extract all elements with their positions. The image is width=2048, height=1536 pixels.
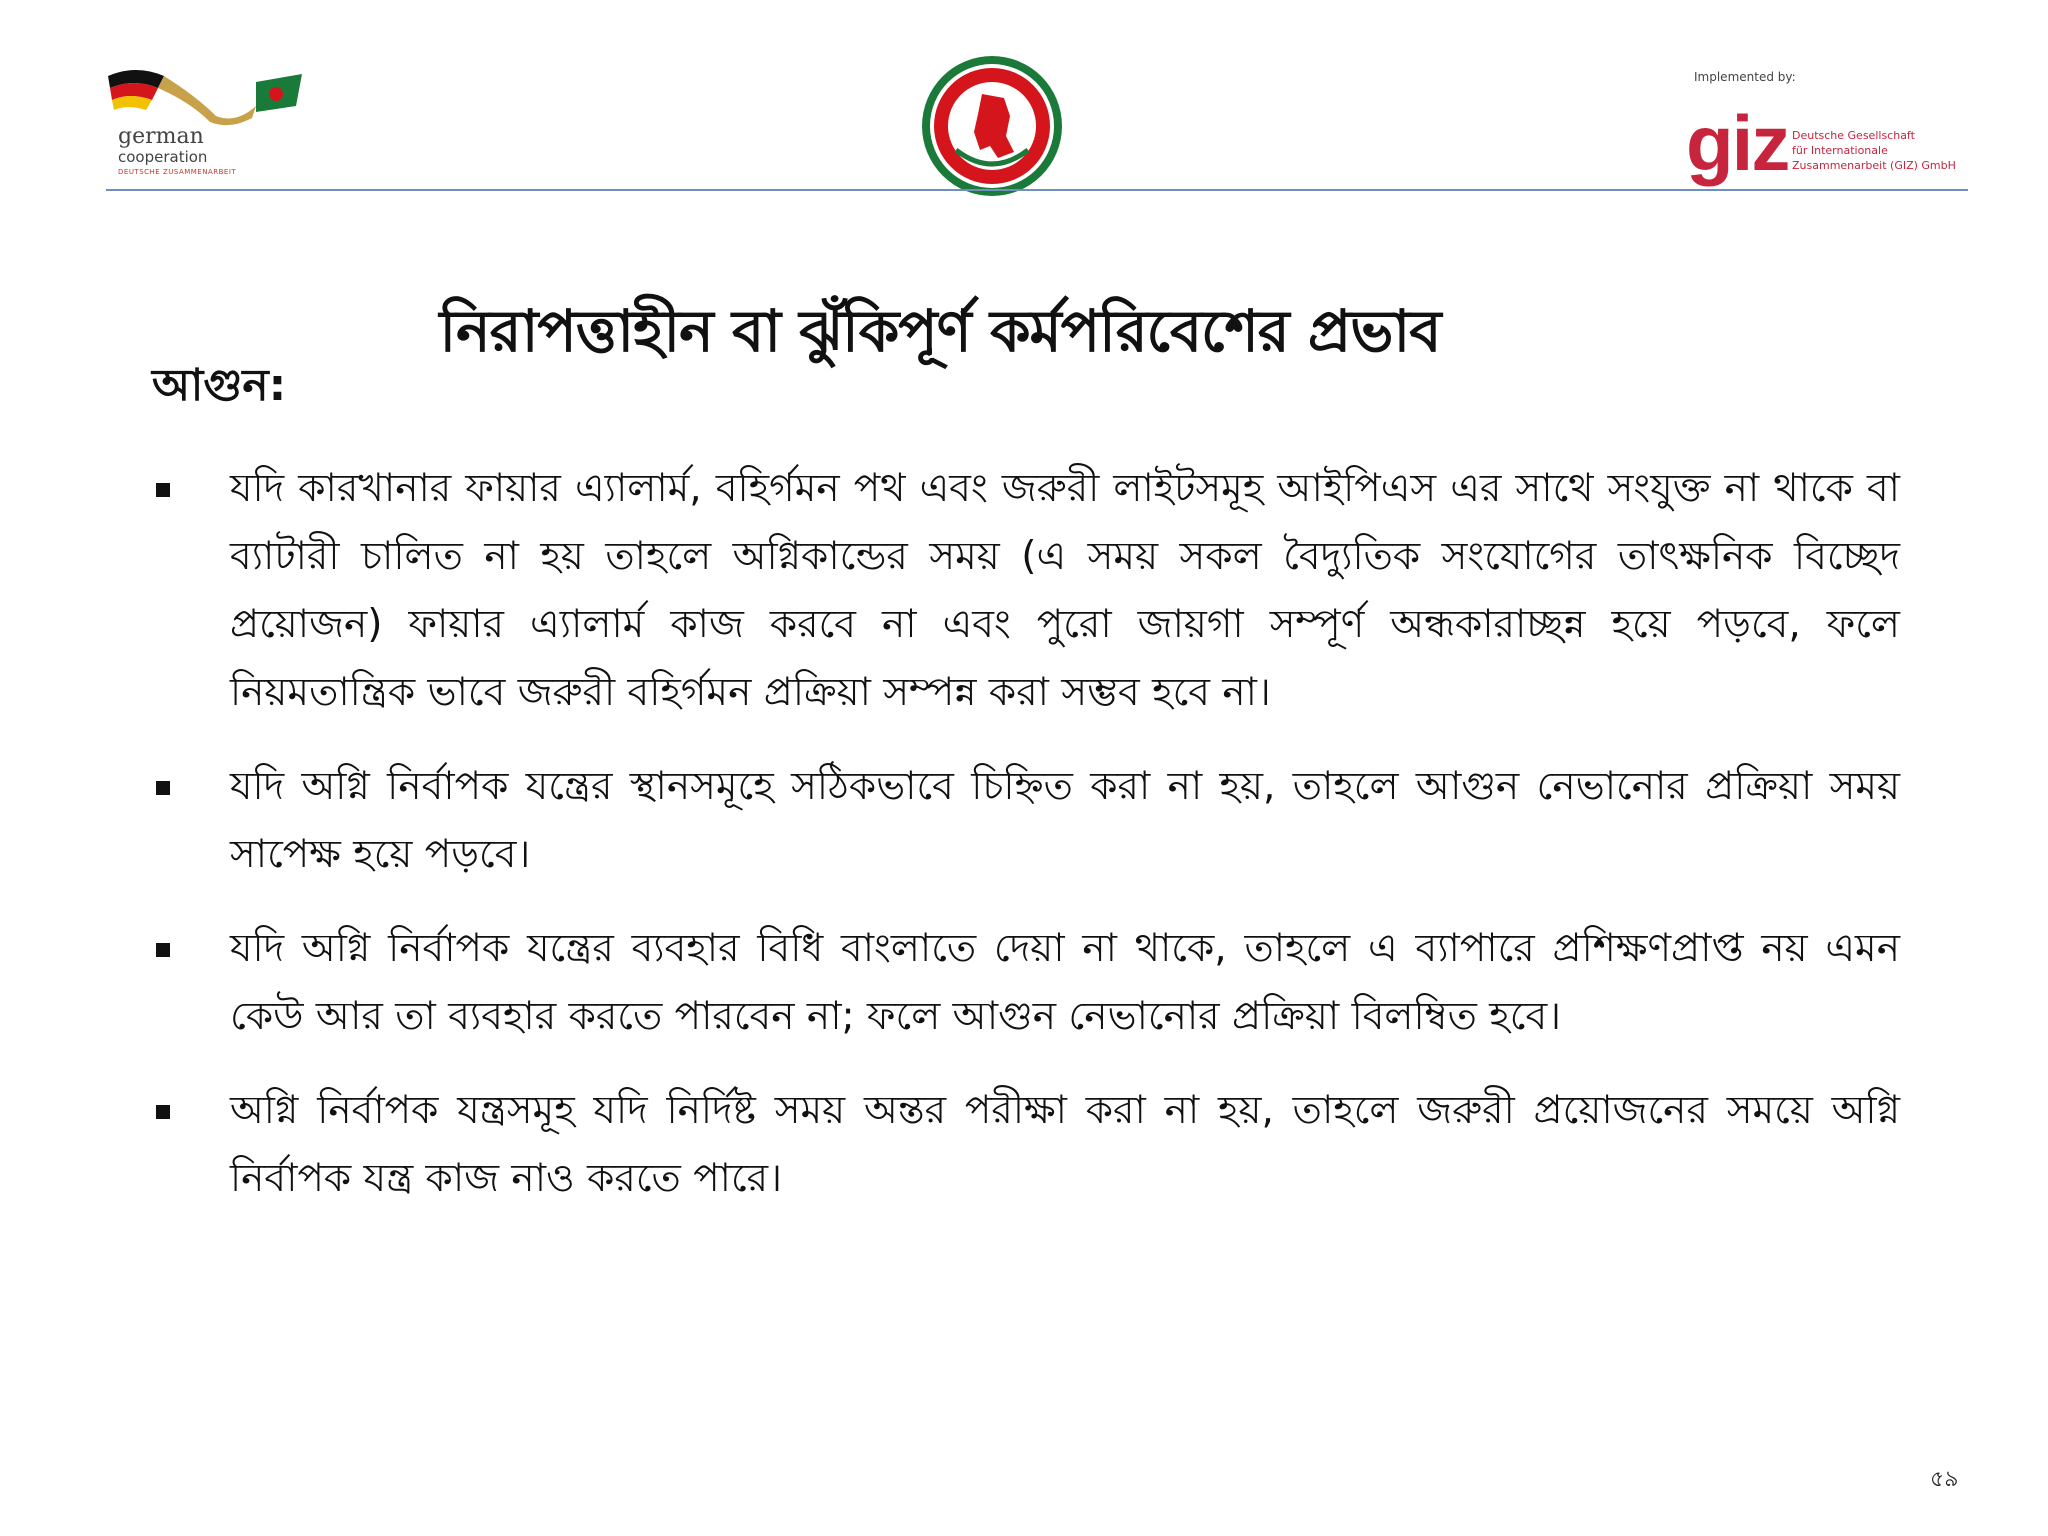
section-heading-fire: আগুন:: [152, 360, 287, 411]
list-item: [150, 1077, 1900, 1213]
implemented-by-label: Implemented by:: [1694, 70, 1796, 84]
giz-description: [1792, 128, 1956, 173]
german-flag-ribbon-logo: [106, 66, 306, 128]
square-bullet-icon: [156, 483, 170, 497]
square-bullet-icon: [156, 943, 170, 957]
giz-brand: giz: [1686, 99, 1789, 187]
bullet-text: যদি অগ্নি নির্বাপক যন্ত্রের স্থানসমূহে সঠিকভাবে চিহ্নিত করা না হয়, তাহলে আগুন নেভানোর প্রক্রিয়া সময় সাপেক্ষ হয়ে পড়বে।: [230, 764, 1900, 877]
bullet-text: যদি কারখানার ফায়ার এ্যালার্ম, বহির্গমন পথ এবং জরুরী লাইটসমূহ আইপিএস এর সাথে সংযুক্ত না থাকে বা ব্যাটারী চালিত না হয় তাহলে অগ্নিকান্ডের সময় (এ সময় সকল বৈদ্যুতিক সংযোগের তাৎক্ষনিক বিচ্ছেদ প্রয়োজন) ফায়ার এ্যালার্ম কাজ করবে না এবং পুরো জায়গা সম্পূর্ণ অন্ধকারাচ্ছন্ন হয়ে পড়বে, ফলে নিয়মতান্ত্রিক ভাবে জরুরী বহির্গমন প্রক্রিয়া সম্পন্ন করা সম্ভব হবে না।: [230, 466, 1900, 715]
giz-desc-line3: Zusammenarbeit (GIZ) GmbH: [1792, 159, 1956, 172]
header-divider: [106, 189, 1968, 191]
german-cooperation-logo: [106, 66, 306, 186]
page-number: ৫৯: [1930, 1467, 1959, 1492]
list-item: [150, 915, 1900, 1051]
bullet-text: যদি অগ্নি নির্বাপক যন্ত্রের ব্যবহার বিধি বাংলাতে দেয়া না থাকে, তাহলে এ ব্যাপারে প্রশিক্ষণপ্রাপ্ত নয় এমন কেউ আর তা ব্যবহার করতে পারবেন না; ফলে আগুন নেভানোর প্রক্রিয়া বিলম্বিত হবে।: [230, 926, 1900, 1039]
page-title: নিরাপত্তাহীন বা ঝুঁকিপূর্ণ কর্মপরিবেশের প্রভাব: [439, 296, 1441, 365]
giz-desc-line1: Deutsche Gesellschaft: [1792, 129, 1915, 142]
list-item: [150, 455, 1900, 727]
giz-desc-line2: für Internationale: [1792, 144, 1888, 157]
page-header: [0, 0, 2048, 200]
bullet-text: অগ্নি নির্বাপক যন্ত্রসমূহ যদি নির্দিষ্ট সময় অন্তর পরীক্ষা করা না হয়, তাহলে জরুরী প্রয়োজনের সময়ে অগ্নি নির্বাপক যন্ত্র কাজ নাও করতে পারে।: [230, 1088, 1900, 1201]
bullet-list: [150, 455, 1900, 1239]
bangladesh-seal-icon: [920, 54, 1064, 198]
logo-text-cooperation: cooperation: [118, 148, 208, 166]
giz-logo: [1680, 66, 1970, 196]
logo-text-deutsche: DEUTSCHE ZUSAMMENARBEIT: [118, 168, 237, 176]
square-bullet-icon: [156, 1105, 170, 1119]
logo-text-german: german: [118, 124, 204, 149]
bangladesh-government-seal: [920, 54, 1064, 198]
list-item: [150, 753, 1900, 889]
square-bullet-icon: [156, 781, 170, 795]
